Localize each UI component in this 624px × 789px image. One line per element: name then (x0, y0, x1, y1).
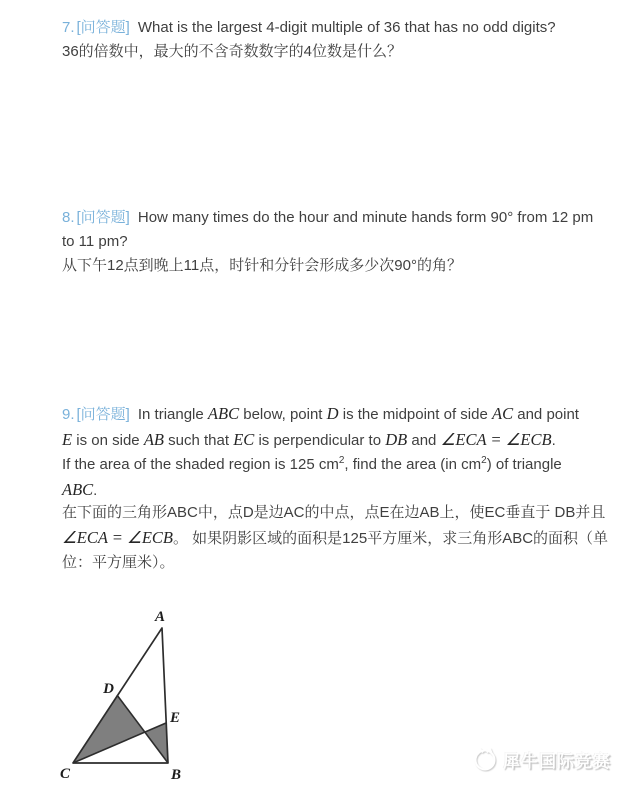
question-9-line-2 (62, 428, 579, 454)
question-8-text-zh: 从下午12点到晚上11点，时针和分针会形成多少次90°的角？ (62, 257, 462, 274)
triangle-figure-container (40, 595, 232, 789)
vertex-label-E: E (170, 710, 181, 726)
question-9-number: 9. (62, 406, 75, 423)
q9-text: and point (513, 406, 579, 423)
q9-zh-text: 。 如果阴影区域的面积是125平方厘米，求三角形ABC的面积（单 (173, 529, 609, 547)
vertex-label-D: D (103, 681, 114, 697)
vertex-label-A: A (154, 609, 166, 625)
question-9-type-tag: [问答题] (76, 406, 130, 423)
math-E: E (62, 429, 73, 449)
q9-text: In triangle (137, 406, 208, 423)
animal-circle-logo-icon (472, 746, 498, 772)
question-8 (62, 206, 593, 278)
math-AB: AB (143, 429, 164, 449)
q9-text: below, point (239, 406, 327, 423)
question-8-type-tag: [问答题] (76, 209, 130, 226)
question-9-zh-line-3: 位：平方厘米）。 (62, 554, 175, 571)
q9-text: , find the area (in cm (344, 456, 482, 473)
question-8-line-1 (62, 206, 593, 230)
shaded-region-right (145, 723, 168, 763)
math-DB: DB (385, 429, 408, 449)
q9-text: . (551, 431, 556, 449)
vertex-label-B: B (171, 767, 182, 783)
vertex-label-C: C (59, 766, 70, 782)
question-9-line-3 (62, 453, 579, 478)
question-7-text-zh: 36的倍数中，最大的不含奇数数字的4位数是什么？ (62, 43, 403, 60)
watermark-text: 犀牛国际竞赛 (503, 751, 611, 771)
watermark (472, 744, 611, 774)
superscript-2: 2 (481, 455, 487, 466)
question-9 (62, 402, 579, 503)
question-8-text-en-line1: How many times do the hour and minute hands form 90° from 12 pm (137, 209, 594, 226)
question-7-type-tag: [问答题] (76, 19, 130, 36)
math-D: D (326, 404, 339, 423)
shaded-region-left (73, 695, 145, 763)
question-8-text-en-line2: to 11 pm? (62, 233, 128, 250)
q9-text: . (93, 481, 98, 499)
q9-text: is the midpoint of side (338, 406, 492, 423)
triangle-figure (40, 595, 232, 789)
math-AC: AC (491, 404, 514, 423)
math-angle-equality: ∠ECA = ∠ECB (440, 429, 552, 449)
math-ABC: ABC (207, 404, 240, 423)
question-9-line-4 (62, 478, 579, 504)
question-7 (62, 16, 556, 64)
question-7-text-en: What is the largest 4-digit multiple of 36 that has no odd digits? (137, 19, 556, 36)
math-EC: EC (233, 429, 255, 449)
q9-text: is on side (72, 431, 144, 449)
question-8-number: 8. (62, 209, 75, 226)
q9-text: is perpendicular to (254, 431, 386, 449)
question-9-zh-line-1: 在下面的三角形ABC中，点D是边AC的中点，点E在边AB上，使EC垂直于 DB并且 (62, 504, 606, 521)
question-9-zh-line-2 (62, 526, 608, 552)
q9-text: and (407, 431, 441, 449)
question-9-line-1 (62, 402, 579, 428)
math-ABC: ABC (62, 479, 94, 499)
question-7-line-1 (62, 16, 556, 40)
q9-text: ) of triangle (486, 456, 562, 473)
q9-text: such that (163, 431, 234, 449)
q9-text: If the area of the shaded region is 125 cm (62, 456, 339, 473)
question-7-number: 7. (62, 19, 75, 36)
question-9-chinese-paragraph (62, 501, 608, 576)
superscript-2: 2 (338, 455, 345, 466)
math-angle-equality: ∠ECA = ∠ECB (62, 527, 173, 547)
